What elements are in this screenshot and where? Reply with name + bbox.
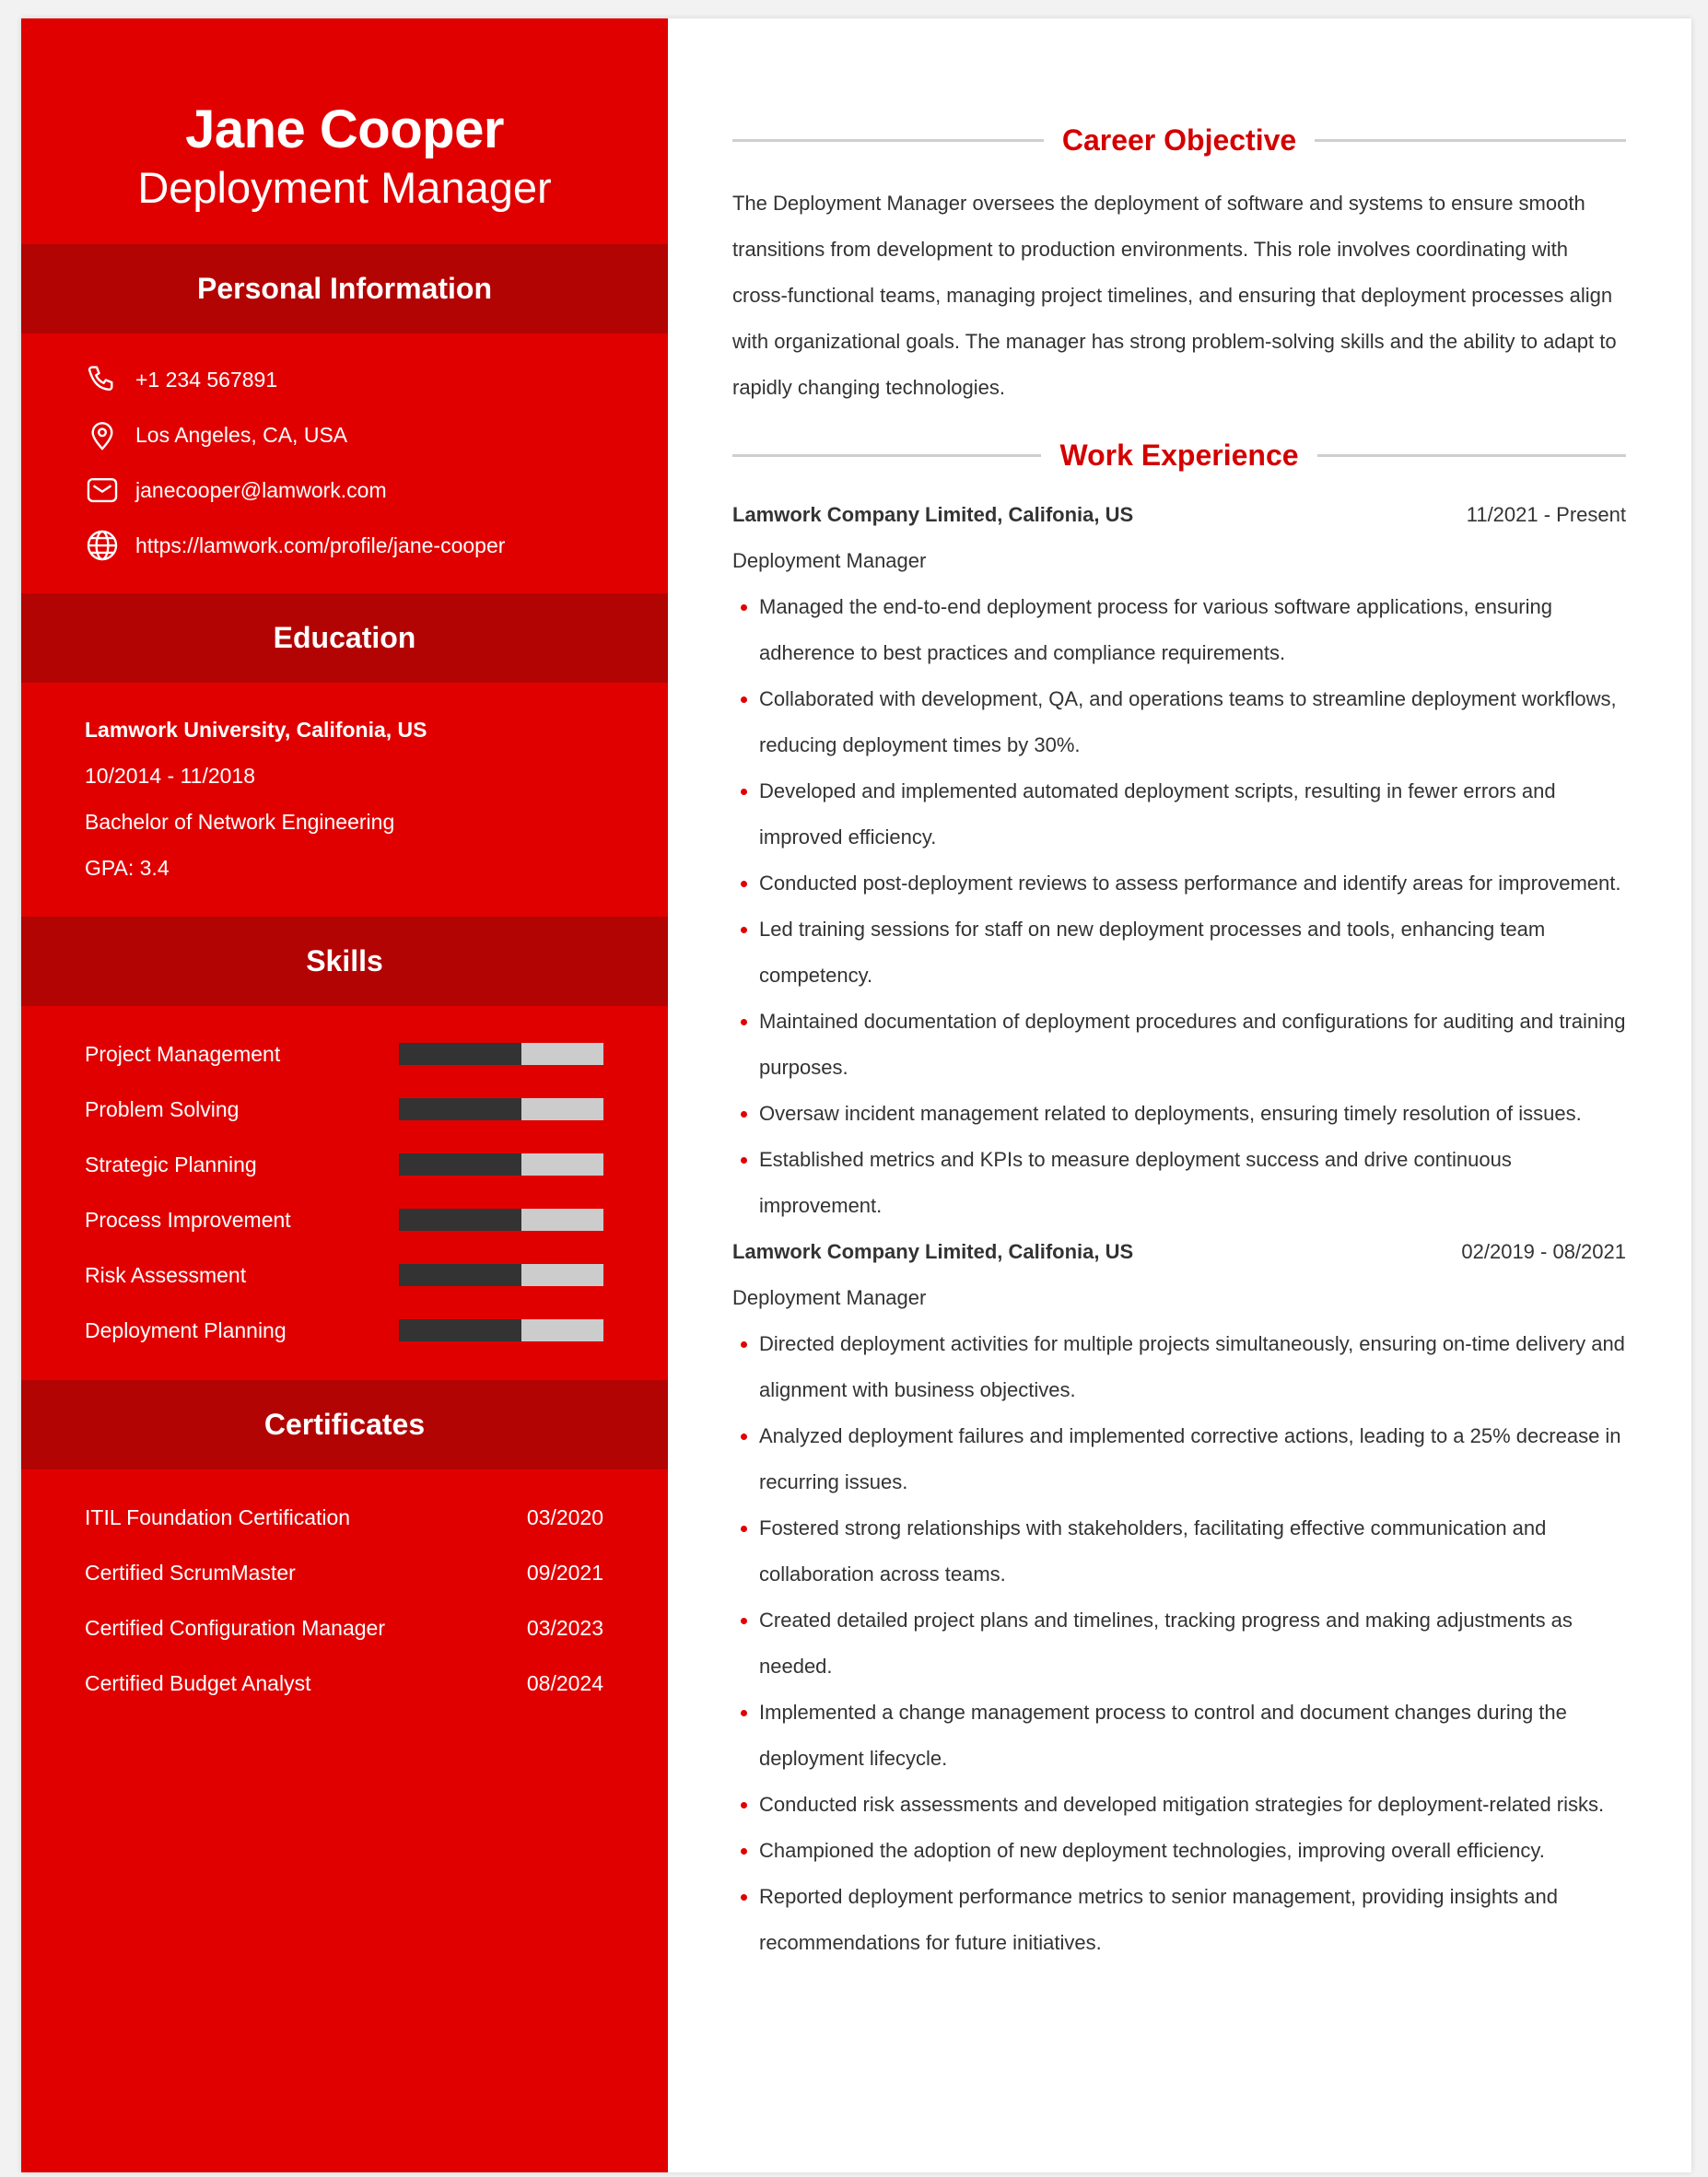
objective-heading-text: Career Objective bbox=[1061, 123, 1297, 157]
education-dates: 10/2014 - 11/2018 bbox=[85, 764, 256, 788]
certificate-name: ITIL Foundation Certification bbox=[85, 1504, 351, 1529]
certificate-date: 03/2023 bbox=[526, 1615, 603, 1640]
location-pin-icon bbox=[85, 417, 120, 452]
profile-header bbox=[21, 18, 668, 244]
personal-info-heading: Personal Information bbox=[21, 244, 668, 334]
skill-bar bbox=[399, 1098, 603, 1120]
job-entry bbox=[732, 492, 1626, 1229]
job-header bbox=[732, 492, 1626, 538]
education-gpa: GPA: 3.4 bbox=[85, 856, 170, 880]
job-bullet: • Created detailed project plans and timelines, tracking progress and making adjustments as needed. bbox=[759, 1598, 1626, 1690]
certificate-date: 08/2024 bbox=[526, 1670, 603, 1695]
contact-website bbox=[85, 518, 668, 573]
skill-bar-fill bbox=[399, 1153, 521, 1176]
email-link[interactable]: janecooper@lamwork.com bbox=[135, 477, 387, 502]
contact-location bbox=[85, 407, 668, 462]
skill-label: Process Improvement bbox=[85, 1207, 291, 1232]
skill-bar-fill bbox=[399, 1043, 521, 1065]
job-bullet: • Established metrics and KPIs to measure deployment success and drive continuous improvement. bbox=[759, 1137, 1626, 1229]
skill-item bbox=[85, 1247, 603, 1303]
skill-label: Strategic Planning bbox=[85, 1152, 257, 1176]
certificate-item bbox=[85, 1545, 603, 1600]
certificate-item bbox=[85, 1656, 603, 1711]
skill-bar bbox=[399, 1264, 603, 1286]
certificates-heading: Certificates bbox=[21, 1380, 668, 1469]
profile-name: Jane Cooper bbox=[185, 99, 504, 159]
objective-text: The Deployment Manager oversees the deployment of software and systems to ensure smooth transitions from development to production environments. This role involves coordinating with cross-functional teams, managing project timelines, and ensuring that deployment processes align with organizational goals. The manager has strong problem-solving skills and the ability to adapt to rapidly changing technologies. bbox=[732, 192, 1617, 399]
skill-label: Deployment Planning bbox=[85, 1317, 287, 1342]
job-role: Deployment Manager bbox=[732, 549, 927, 572]
skill-bar-fill bbox=[399, 1264, 521, 1286]
phone-icon bbox=[85, 362, 120, 397]
job-bullet: • Directed deployment activities for multiple projects simultaneously, ensuring on-time delivery and alignment with business objectives. bbox=[759, 1321, 1626, 1413]
certificate-date: 09/2021 bbox=[526, 1560, 603, 1585]
skill-bar bbox=[399, 1209, 603, 1231]
certificate-item bbox=[85, 1600, 603, 1656]
skill-item bbox=[85, 1303, 603, 1358]
mail-icon bbox=[85, 473, 120, 508]
profile-title: Deployment Manager bbox=[137, 163, 552, 212]
heading-rule bbox=[1317, 454, 1626, 457]
heading-rule bbox=[1315, 139, 1626, 142]
job-bullet: • Conducted risk assessments and developed mitigation strategies for deployment-related risks. bbox=[759, 1782, 1626, 1828]
education-school: Lamwork University, Califonia, US bbox=[85, 718, 427, 742]
education-heading: Education bbox=[21, 593, 668, 683]
certificate-item bbox=[85, 1490, 603, 1545]
job-bullet: • Fostered strong relationships with stakeholders, facilitating effective communication and collaboration across teams. bbox=[759, 1505, 1626, 1598]
job-bullet: • Maintained documentation of deployment procedures and configurations for auditing and training purposes. bbox=[759, 999, 1626, 1091]
skill-bar-fill bbox=[399, 1319, 521, 1341]
sidebar bbox=[21, 18, 668, 2172]
skill-label: Risk Assessment bbox=[85, 1262, 247, 1287]
skill-item bbox=[85, 1137, 603, 1192]
job-company: Lamwork Company Limited, Califonia, US bbox=[732, 503, 1134, 526]
website-link[interactable]: https://lamwork.com/profile/jane-cooper bbox=[135, 533, 506, 557]
job-bullet: • Led training sessions for staff on new deployment processes and tools, enhancing team competency. bbox=[759, 907, 1626, 999]
skill-item bbox=[85, 1192, 603, 1247]
certificates-list bbox=[21, 1469, 668, 1711]
job-bullet: • Reported deployment performance metrics to senior management, providing insights and recommendations for future initiatives. bbox=[759, 1874, 1626, 1966]
job-bullet: • Developed and implemented automated deployment scripts, resulting in fewer errors and improved efficiency. bbox=[759, 768, 1626, 860]
job-bullets bbox=[732, 584, 1626, 1229]
location-text: Los Angeles, CA, USA bbox=[135, 422, 348, 447]
contact-phone bbox=[85, 352, 668, 407]
job-header bbox=[732, 1229, 1626, 1275]
job-bullet: • Collaborated with development, QA, and operations teams to streamline deployment workflows, reducing deployment times by 30%. bbox=[759, 676, 1626, 768]
certificate-date: 03/2020 bbox=[526, 1504, 603, 1529]
job-entry bbox=[732, 1229, 1626, 1966]
skill-item bbox=[85, 1082, 603, 1137]
work-heading-text: Work Experience bbox=[1059, 438, 1299, 472]
skill-label: Project Management bbox=[85, 1041, 281, 1066]
skill-bar bbox=[399, 1319, 603, 1341]
work-heading bbox=[732, 429, 1626, 481]
job-company: Lamwork Company Limited, Califonia, US bbox=[732, 1240, 1134, 1263]
globe-icon bbox=[85, 528, 120, 563]
skill-item bbox=[85, 1026, 603, 1082]
job-bullet: • Implemented a change management process to control and document changes during the deployment lifecycle. bbox=[759, 1690, 1626, 1782]
skill-label: Problem Solving bbox=[85, 1096, 240, 1121]
job-bullet: • Managed the end-to-end deployment process for various software applications, ensuring adherence to best practices and compliance requirements. bbox=[759, 584, 1626, 676]
phone-text: +1 234 567891 bbox=[135, 367, 278, 392]
skills-heading: Skills bbox=[21, 917, 668, 1006]
job-bullet: • Oversaw incident management related to deployments, ensuring timely resolution of issues. bbox=[759, 1091, 1626, 1137]
skill-bar-fill bbox=[399, 1098, 521, 1120]
objective-heading bbox=[732, 114, 1626, 166]
job-bullet: • Championed the adoption of new deployment technologies, improving overall efficiency. bbox=[759, 1828, 1626, 1874]
skills-list bbox=[21, 1006, 668, 1380]
contact-email bbox=[85, 462, 668, 518]
job-role: Deployment Manager bbox=[732, 1286, 927, 1309]
job-dates: 02/2019 - 08/2021 bbox=[1461, 1240, 1626, 1263]
education-block bbox=[21, 683, 668, 917]
job-dates: 11/2021 - Present bbox=[1466, 503, 1626, 526]
main-content bbox=[668, 18, 1691, 2172]
resume-page bbox=[21, 18, 1691, 2172]
heading-rule bbox=[732, 454, 1041, 457]
work-list bbox=[732, 492, 1626, 1966]
heading-rule bbox=[732, 139, 1044, 142]
skill-bar bbox=[399, 1153, 603, 1176]
certificate-name: Certified ScrumMaster bbox=[85, 1560, 296, 1585]
education-degree: Bachelor of Network Engineering bbox=[85, 810, 395, 834]
job-bullet: • Conducted post-deployment reviews to assess performance and identify areas for improvement. bbox=[759, 860, 1626, 907]
skill-bar-fill bbox=[399, 1209, 521, 1231]
job-bullets bbox=[732, 1321, 1626, 1966]
job-bullet: • Analyzed deployment failures and implemented corrective actions, leading to a 25% decrease in recurring issues. bbox=[759, 1413, 1626, 1505]
certificate-name: Certified Configuration Manager bbox=[85, 1615, 386, 1640]
skill-bar bbox=[399, 1043, 603, 1065]
contact-list bbox=[21, 334, 668, 593]
certificate-name: Certified Budget Analyst bbox=[85, 1670, 311, 1695]
